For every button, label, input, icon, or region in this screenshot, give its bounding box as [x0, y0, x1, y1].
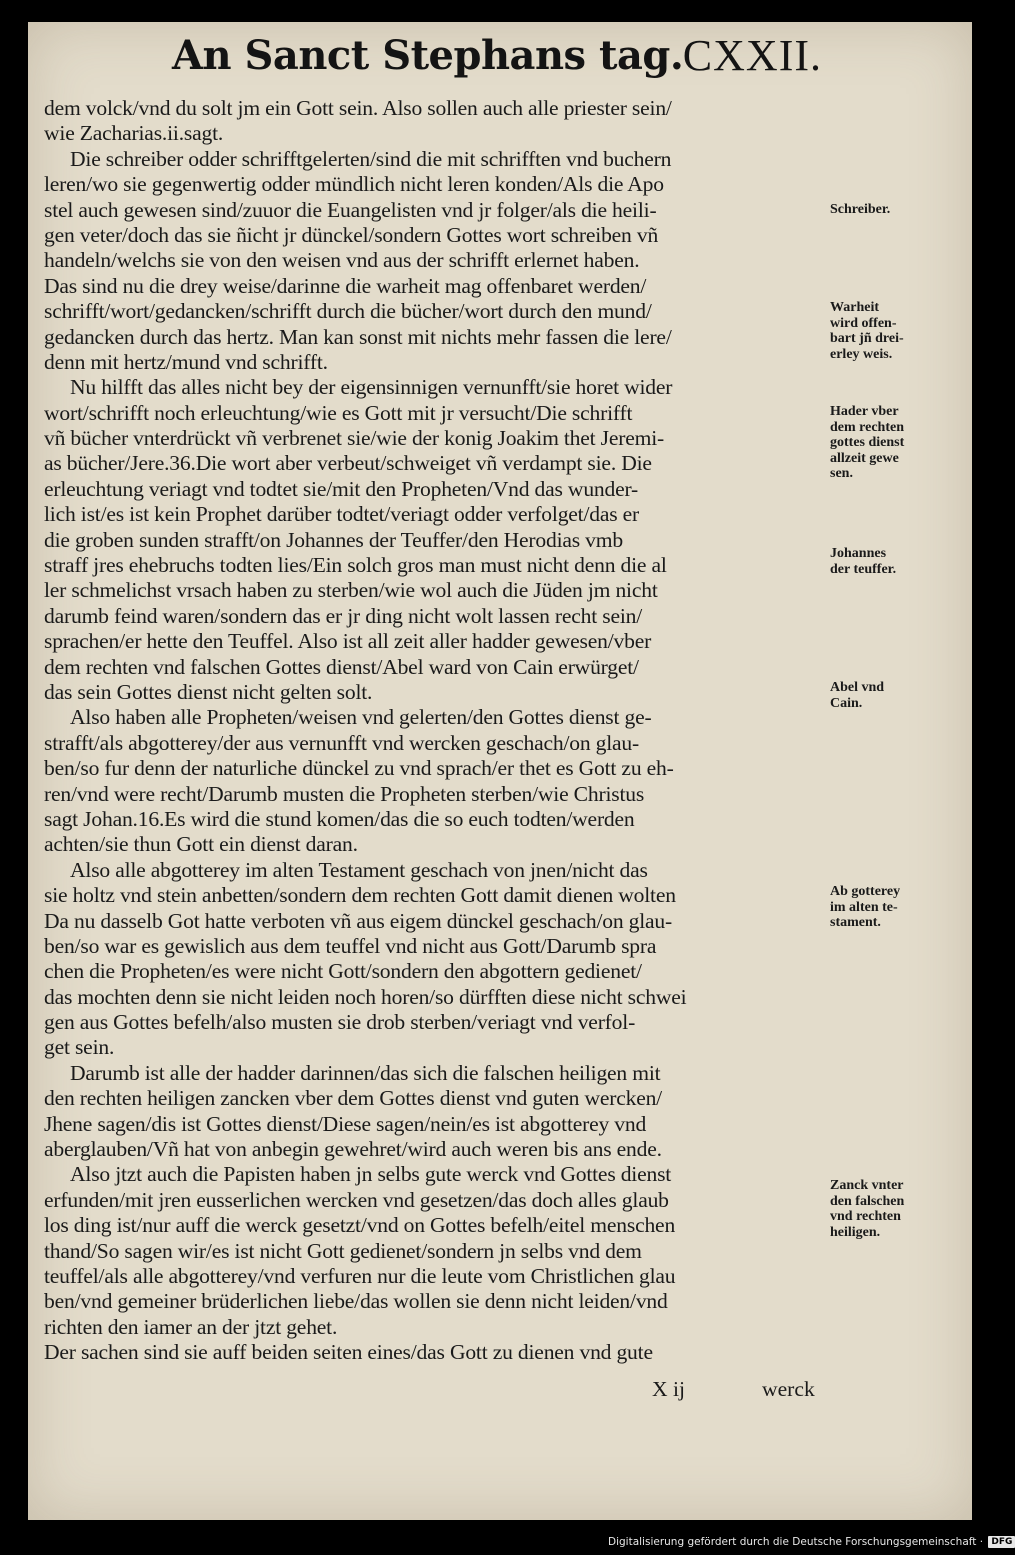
folio-number: CXXII.: [682, 31, 822, 80]
text-line: darumb feind waren/sondern das er jr ding nicht wolt lassen recht sein/: [44, 603, 643, 628]
text-line: Da nu dasselb Got hatte verboten vñ aus eigem dünckel geschach/on glau-: [44, 908, 673, 933]
text-line: Also alle abgotterey im alten Testament geschach von jnen/nicht das: [70, 857, 648, 882]
text-line: dem rechten vnd falschen Gottes dienst/Abel ward von Cain erwürget/: [44, 654, 639, 679]
main-text-block: [44, 96, 824, 1366]
page-title: An Sanct Stephans tag.: [172, 32, 684, 79]
text-line: handeln/welchs sie von den weisen vnd aus der schrifft erlernet haben.: [44, 248, 640, 273]
digitization-credit: [608, 1534, 1013, 1550]
text-line: ben/vnd gemeiner brüderlichen liebe/das wollen sie denn nicht leiden/vnd: [44, 1289, 668, 1314]
sidenote-schreiber: [830, 202, 950, 218]
text-line: das mochten denn sie nicht leiden noch horen/so dürfften diese nicht schwei: [44, 984, 687, 1009]
sidenote-line: Cain.: [830, 695, 863, 711]
sidenote-line: stament.: [830, 915, 881, 931]
text-line: leren/wo sie gegenwertig odder mündlich nicht leren konden/Als die Apo: [44, 172, 664, 197]
sidenote-line: sen.: [830, 466, 853, 482]
text-line: Jhene sagen/dis ist Gottes dienst/Diese sagen/nein/es ist abgotterey vnd: [44, 1111, 647, 1136]
text-line: Der sachen sind sie auff beiden seiten eines/das Gott zu dienen vnd gute: [44, 1340, 653, 1365]
running-header: [172, 28, 822, 92]
text-line: lich ist/es ist kein Prophet darüber todtet/veriagt odder verfolget/das er: [44, 502, 640, 527]
sidenote-line: Johannes: [830, 546, 887, 561]
text-line: dem volck/vnd du solt jm ein Gott sein. Also sollen auch alle priester sein/: [44, 96, 672, 120]
sidenote-line: allzeit gewe: [830, 450, 899, 466]
text-line: wort/schrifft noch erleuchtung/wie es Gott mit jr versucht/Die schrifft: [44, 400, 633, 425]
text-line: ben/so war es gewislich aus dem teuffel vnd nicht aus Gott/Darumb spra: [44, 933, 657, 958]
text-line: wie Zacharias.ii.sagt.: [44, 121, 224, 146]
text-line: ler schmelichst vrsach haben zu sterben/wie wol auch die Jüden jm nicht: [44, 578, 658, 603]
sidenote-warheit: [830, 300, 950, 362]
sidenote-line: im alten te-: [830, 899, 898, 915]
sidenote-line: heiligen.: [830, 1224, 881, 1240]
text-line: Also haben alle Propheten/weisen vnd gelerten/den Gottes dienst ge-: [70, 705, 652, 730]
text-line: Darumb ist alle der hadder darinnen/das sich die falschen heiligen mit: [70, 1060, 661, 1085]
text-line: gen veter/doch das sie ñicht jr dünckel/sondern Gottes wort schreiben vñ: [44, 222, 659, 247]
text-line: chen die Propheten/es were nicht Gott/sondern den abgottern gedienet/: [44, 959, 642, 984]
text-line: vñ bücher vnterdrückt vñ verbrenet sie/wie der konig Joakim thet Jeremi-: [44, 426, 665, 451]
text-line: schrifft/wort/gedancken/schrifft durch die bücher/wort durch den mund/: [44, 299, 652, 324]
text-line: straff jres ehebruchs todten lies/Ein solch gros man must nicht denn die al: [44, 553, 667, 578]
sidenote-line: Schreiber.: [830, 202, 891, 217]
text-line: thand/So sagen wir/es ist nicht Gott gedienet/sondern jn selbs vnd dem: [44, 1238, 642, 1263]
text-line: Das sind nu die drey weise/darinne die warheit mag offenbaret werden/: [44, 273, 647, 298]
sidenote-line: der teuffer.: [830, 561, 897, 577]
sidenote-abgotterey: [830, 884, 950, 931]
text-line: erfunden/mit jren eusserlichen wercken vnd gesetzen/das doch alles glaub: [44, 1187, 669, 1212]
dfg-logo: DFG: [988, 1536, 1015, 1548]
text-line: gen aus Gottes befelh/also musten sie drob sterben/veriagt vnd verfol-: [44, 1010, 636, 1035]
text-line: strafft/als abgotterey/der aus vernunfft vnd wercken geschach/on glau-: [44, 730, 640, 755]
text-line: Also jtzt auch die Papisten haben jn selbs gute werck vnd Gottes dienst: [70, 1162, 672, 1187]
text-line: stel auch gewesen sind/zuuor die Euangelisten vnd jr folger/als die heili-: [44, 197, 657, 222]
text-line: los ding ist/nur auff die werck gesetzt/vnd on Gottes befelh/eitel menschen: [44, 1213, 676, 1238]
sidenote-line: bart jñ drei-: [830, 331, 904, 347]
sidenote-abel: [830, 680, 950, 711]
text-line: get sein.: [44, 1035, 115, 1060]
text-line: sagt Johan.16.Es wird die stund komen/das die so euch todten/werden: [44, 806, 635, 831]
text-line: sie holtz vnd stein anbetten/sondern dem rechten Gott damit dienen wolten: [44, 883, 676, 908]
text-line: ben/so fur denn der naturliche dünckel zu vnd sprach/er thet es Gott zu eh-: [44, 756, 674, 781]
text-line: as bücher/Jere.36.Die wort aber verbeut/schweiget vñ verdampt sie. Die: [44, 451, 652, 476]
sidenote-line: dem rechten: [830, 419, 904, 435]
text-line: sprachen/er hette den Teuffel. Also ist all zeit aller hadder gewesen/vber: [44, 629, 652, 654]
text-line: denn mit hertz/mund vnd schrifft.: [44, 349, 328, 374]
sidenote-line: gottes dienst: [830, 435, 905, 451]
catchword: werck: [762, 1377, 815, 1401]
text-line: die groben sunden strafft/on Johannes der Teuffer/den Herodias vmb: [44, 527, 623, 552]
text-line: ren/vnd were recht/Darumb musten die Propheten sterben/wie Christus: [44, 781, 645, 806]
text-line: achten/sie thun Gott ein dienst daran.: [44, 832, 358, 857]
sidenote-line: Ab gotterey: [830, 884, 901, 899]
sidenote-hader: [830, 404, 950, 482]
text-line: das sein Gottes dienst nicht gelten solt.: [44, 679, 373, 704]
sidenote-johannes: [830, 546, 950, 577]
sidenote-line: den falschen: [830, 1193, 905, 1209]
sidenote-line: Abel vnd: [830, 680, 885, 695]
sidenote-line: Hader vber: [830, 404, 899, 419]
text-line: Die schreiber odder schrifftgelerten/sind die mit schrifften vnd buchern: [70, 146, 672, 171]
text-line: erleuchtung veriagt vnd todtet sie/mit den Propheten/Vnd das wunder-: [44, 476, 639, 501]
credit-text: Digitalisierung gefördert durch die Deutsche Forschungsgemeinschaft ·: [608, 1536, 984, 1548]
text-line: richten den iamer an der jtzt gehet.: [44, 1314, 338, 1339]
sidenote-line: wird offen-: [830, 315, 897, 331]
sidenote-line: erley weis.: [830, 346, 893, 362]
sidenote-zanck: [830, 1178, 950, 1240]
sidenote-line: Warheit: [830, 300, 879, 315]
text-line: aberglauben/Vñ hat von anbegin gewehret/wird auch weren bis ans ende.: [44, 1137, 662, 1162]
sidenote-line: Zanck vnter: [830, 1178, 904, 1193]
text-line: Nu hilfft das alles nicht bey der eigensinnigen vernunfft/sie horet wider: [70, 375, 673, 400]
text-line: den rechten heiligen zancken vber dem Gottes dienst vnd guten wercken/: [44, 1086, 662, 1111]
sidenote-line: vnd rechten: [830, 1209, 901, 1225]
text-line: gedancken durch das hertz. Man kan sonst mit nichts mehr fassen die lere/: [44, 324, 672, 349]
signature-mark: X ij: [652, 1377, 685, 1401]
text-line: teuffel/als alle abgotterey/vnd verfuren nur die leute vom Christlichen glau: [44, 1263, 676, 1288]
